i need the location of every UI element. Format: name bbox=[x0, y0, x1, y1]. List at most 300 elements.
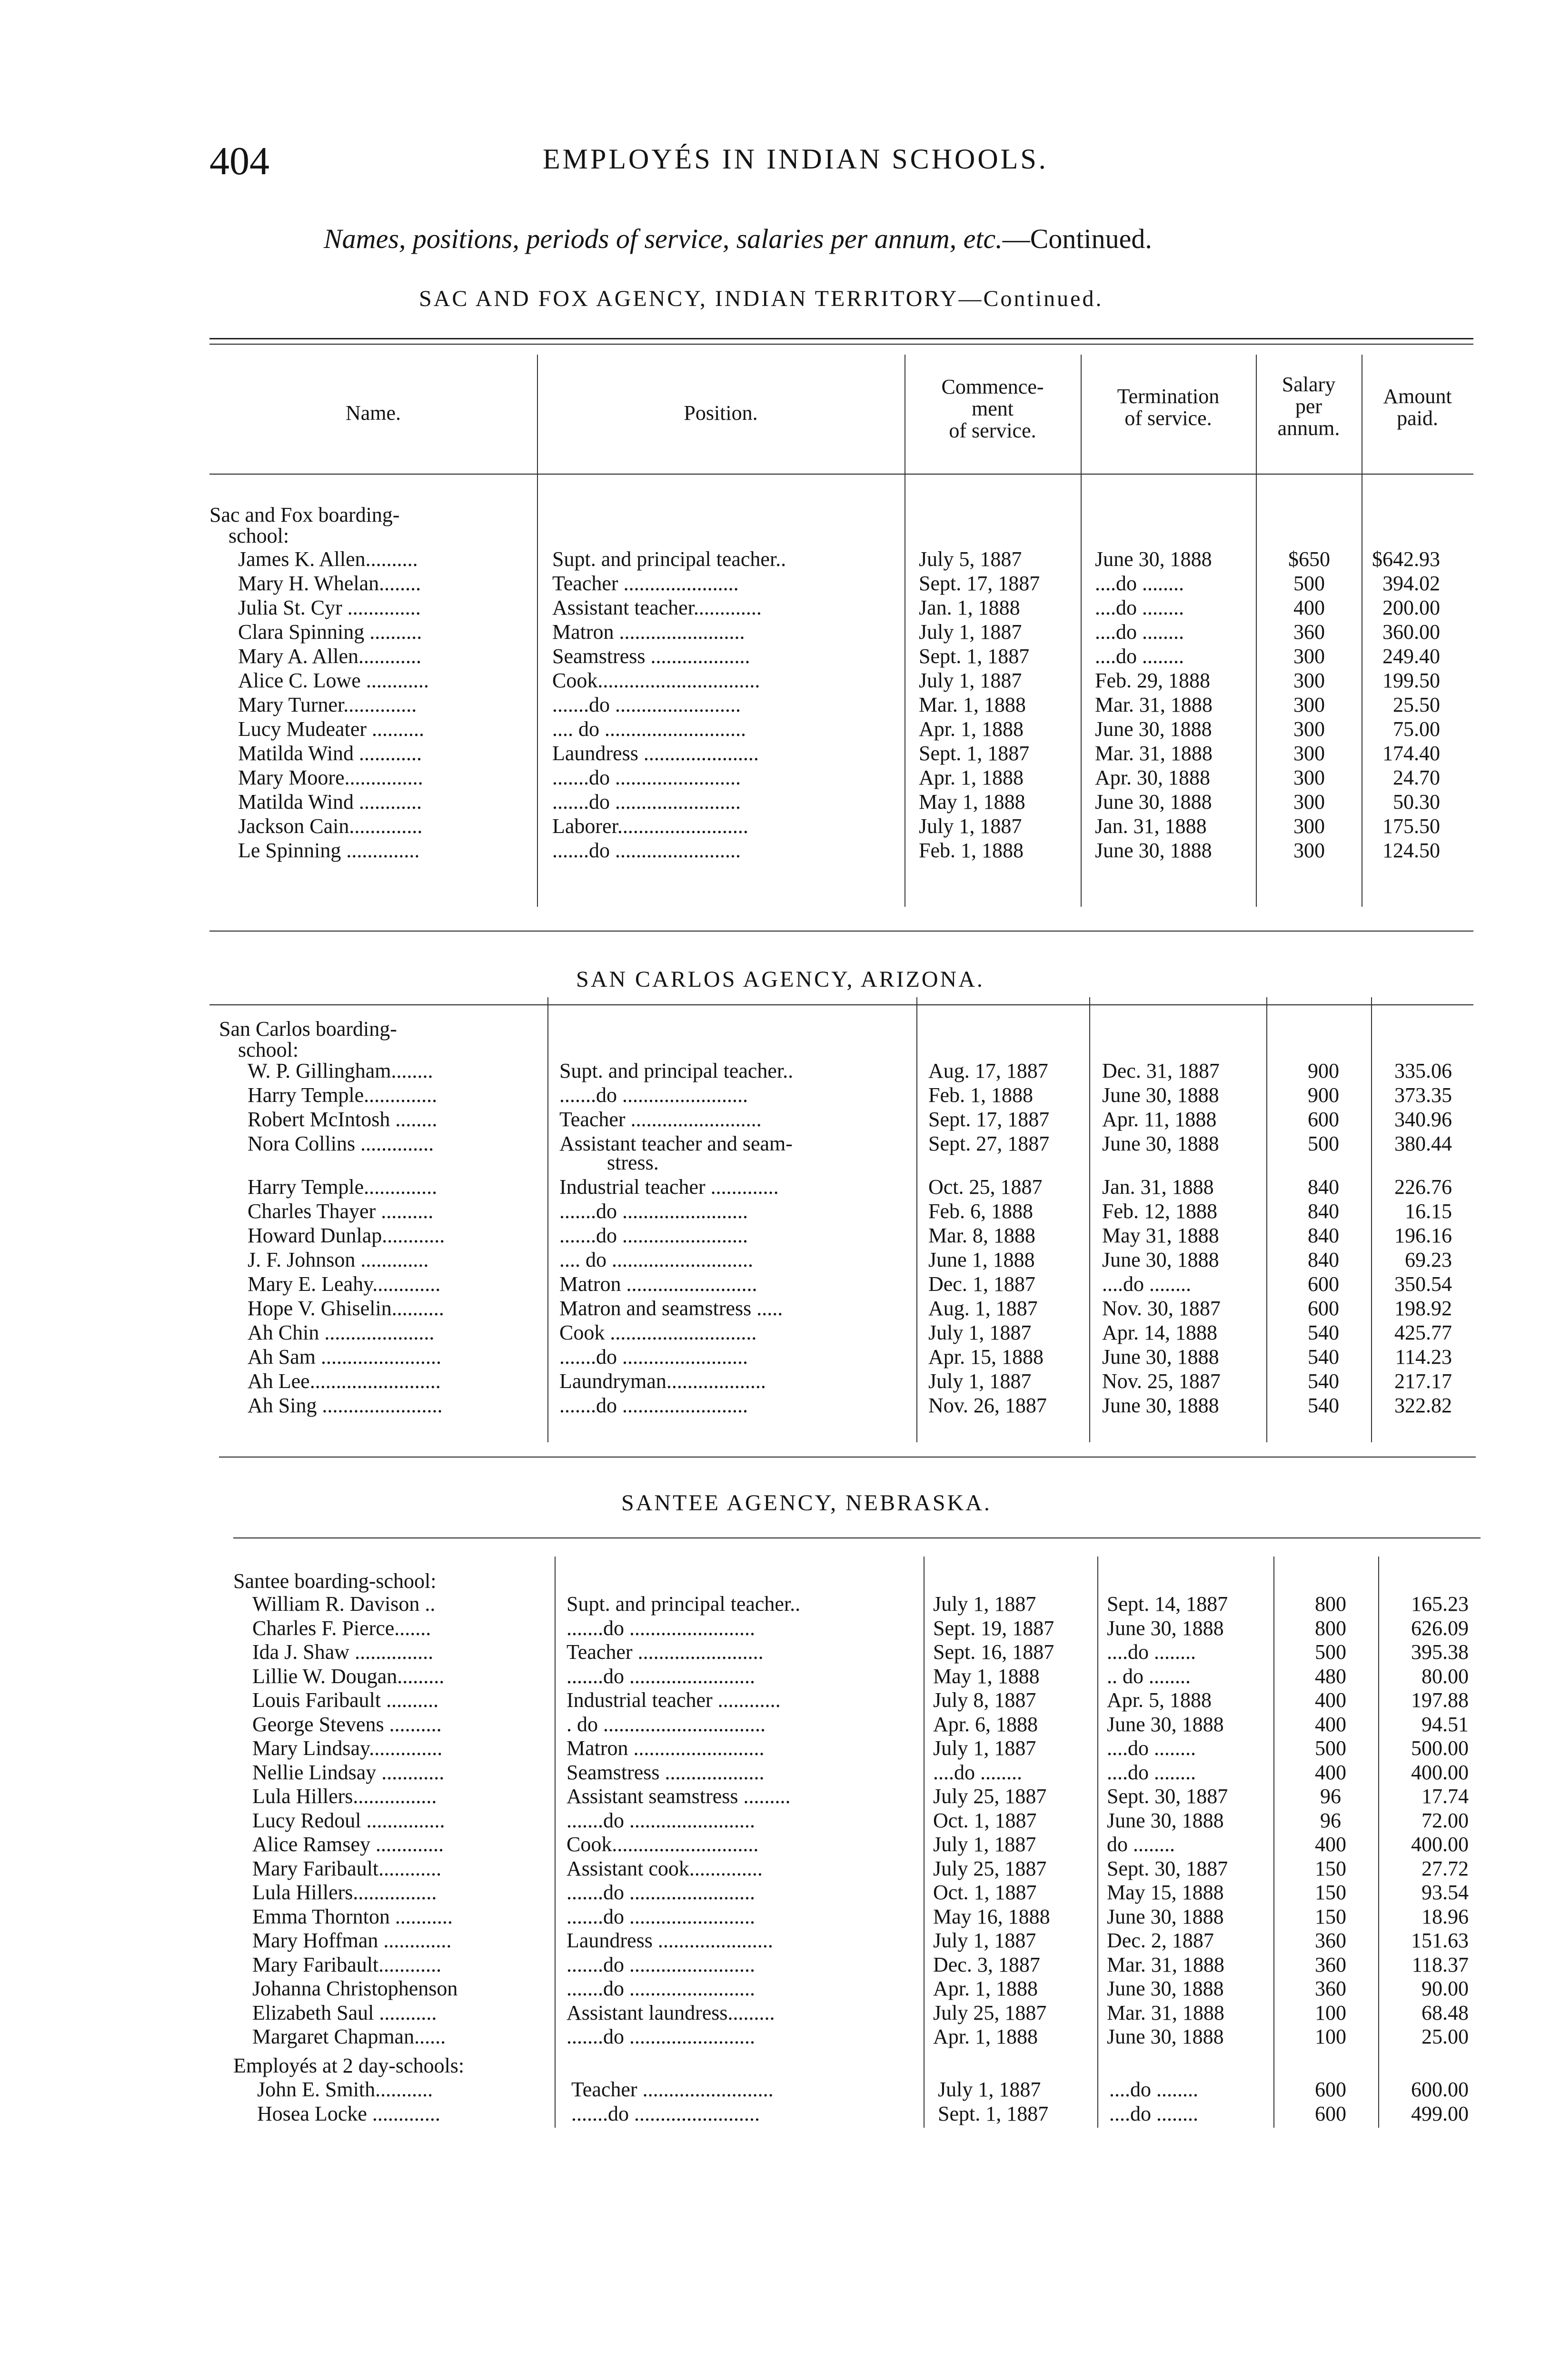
commencement-cell: May 16, 1888 bbox=[933, 1904, 1050, 1928]
position-cell: Matron and seamstress ..... bbox=[559, 1297, 783, 1320]
position-cell: Cook............................ bbox=[567, 1833, 759, 1856]
commencement-cell: Sept. 16, 1887 bbox=[933, 1640, 1054, 1664]
commencement-cell: Oct. 1, 1887 bbox=[933, 1881, 1037, 1904]
amount-cell: 27.72 bbox=[1422, 1856, 1469, 1880]
agency-heading-sac-fox: SAC AND FOX AGENCY, INDIAN TERRITORY—Continued. bbox=[419, 286, 1104, 311]
position-cell: .......do ........................ bbox=[552, 693, 741, 716]
commencement-cell: July 25, 1887 bbox=[933, 1856, 1047, 1880]
amount-cell: 500.00 bbox=[1411, 1736, 1469, 1760]
salary-cell: 600 bbox=[1315, 2102, 1346, 2125]
employee-name: Jackson Cain.............. bbox=[238, 814, 423, 838]
position-cell: Matron ........................ bbox=[552, 620, 745, 644]
section-rule bbox=[219, 1457, 1476, 1458]
termination-cell: Jan. 31, 1888 bbox=[1102, 1175, 1214, 1199]
employee-name: Mary Moore............... bbox=[238, 766, 423, 789]
termination-cell: Nov. 30, 1887 bbox=[1102, 1297, 1221, 1320]
position-cell: Teacher ......................... bbox=[559, 1108, 762, 1131]
table-row bbox=[0, 1736, 1541, 1760]
amount-cell: 340.96 bbox=[1394, 1108, 1452, 1131]
group-label-line: school: bbox=[238, 1038, 299, 1061]
commencement-cell: Feb. 1, 1888 bbox=[928, 1083, 1033, 1107]
amount-cell: $642.93 bbox=[1372, 547, 1440, 571]
termination-cell: Jan. 31, 1888 bbox=[1095, 814, 1207, 838]
amount-cell: 50.30 bbox=[1393, 790, 1440, 813]
amount-cell: 151.63 bbox=[1411, 1929, 1469, 1952]
position-cell: Supt. and principal teacher.. bbox=[559, 1059, 794, 1082]
salary-cell: 300 bbox=[1293, 669, 1325, 692]
termination-cell: June 30, 1888 bbox=[1102, 1132, 1219, 1155]
amount-cell: 118.37 bbox=[1412, 1953, 1469, 1976]
table-top-rule bbox=[209, 338, 1473, 339]
position-cell: Laborer......................... bbox=[552, 814, 748, 838]
position-cell: . do ............................... bbox=[567, 1712, 766, 1736]
amount-cell: 360.00 bbox=[1382, 620, 1440, 644]
table-row bbox=[0, 1905, 1541, 1929]
table-row bbox=[0, 2025, 1541, 2049]
position-cell: .......do ........................ bbox=[552, 839, 741, 862]
termination-cell: Mar. 31, 1888 bbox=[1095, 693, 1213, 716]
table-row bbox=[0, 2001, 1541, 2025]
salary-cell: 300 bbox=[1293, 839, 1325, 862]
table-row bbox=[0, 1640, 1541, 1664]
amount-cell: 16.15 bbox=[1405, 1200, 1452, 1223]
salary-cell: 360 bbox=[1315, 1929, 1346, 1952]
amount-cell: 425.77 bbox=[1394, 1321, 1452, 1344]
position-cell: .......do ........................ bbox=[559, 1224, 748, 1247]
header-termination bbox=[1081, 386, 1256, 429]
amount-cell: 200.00 bbox=[1382, 596, 1440, 619]
salary-cell: 840 bbox=[1308, 1200, 1339, 1223]
table-row bbox=[0, 1977, 1541, 2001]
commencement-cell: Dec. 1, 1887 bbox=[928, 1272, 1035, 1296]
salary-cell: 600 bbox=[1308, 1297, 1339, 1320]
commencement-cell: July 1, 1887 bbox=[919, 620, 1022, 644]
table-row bbox=[0, 1616, 1541, 1640]
employee-name: Mary Turner.............. bbox=[238, 693, 417, 716]
position-cell: .......do ........................ bbox=[567, 1953, 755, 1976]
amount-cell: 226.76 bbox=[1394, 1175, 1452, 1199]
amount-cell: 198.92 bbox=[1394, 1297, 1452, 1320]
position-cell: .......do ........................ bbox=[552, 766, 741, 789]
employee-name: Lula Hillers................ bbox=[252, 1785, 437, 1808]
salary-cell: 100 bbox=[1315, 2001, 1346, 2024]
table-row bbox=[0, 596, 1541, 620]
agency-heading-santee: SANTEE AGENCY, NEBRASKA. bbox=[621, 1490, 992, 1516]
termination-cell: Sept. 14, 1887 bbox=[1107, 1592, 1228, 1616]
subgroup-label-line: Employés at 2 day-schools: bbox=[233, 2054, 465, 2077]
salary-cell: 400 bbox=[1315, 1688, 1346, 1712]
page-number: 404 bbox=[209, 139, 269, 183]
table-row bbox=[0, 1321, 1541, 1345]
position-cell: Assistant laundress......... bbox=[567, 2001, 775, 2024]
position-cell: Supt. and principal teacher.. bbox=[567, 1592, 801, 1616]
table-row bbox=[0, 693, 1541, 717]
table-row bbox=[0, 645, 1541, 668]
amount-cell: 90.00 bbox=[1422, 1977, 1469, 2000]
table-top-rule-inner bbox=[209, 344, 1473, 345]
salary-cell: 300 bbox=[1293, 790, 1325, 813]
amount-cell: 18.96 bbox=[1422, 1904, 1469, 1928]
salary-cell: 900 bbox=[1308, 1059, 1339, 1082]
termination-cell: Sept. 30, 1887 bbox=[1107, 1856, 1228, 1880]
table-row bbox=[0, 1881, 1541, 1904]
table-row bbox=[0, 2078, 1541, 2102]
position-cell: Assistant cook.............. bbox=[567, 1856, 763, 1880]
salary-cell: 480 bbox=[1315, 1664, 1346, 1688]
termination-cell: ....do ........ bbox=[1107, 1760, 1196, 1784]
position-cell: Industrial teacher ............ bbox=[567, 1688, 781, 1712]
table-row bbox=[0, 1665, 1541, 1688]
termination-cell: June 30, 1888 bbox=[1095, 790, 1212, 813]
table-row bbox=[0, 572, 1541, 595]
termination-cell: Apr. 14, 1888 bbox=[1102, 1321, 1217, 1344]
commencement-cell: ....do ........ bbox=[933, 1760, 1022, 1784]
employee-name: Emma Thornton ........... bbox=[252, 1904, 453, 1928]
section-rule bbox=[209, 931, 1473, 932]
amount-cell: 114.23 bbox=[1395, 1345, 1452, 1368]
amount-cell: 400.00 bbox=[1411, 1833, 1469, 1856]
table-row bbox=[0, 1688, 1541, 1712]
termination-cell: June 30, 1888 bbox=[1107, 1977, 1224, 2000]
table-row bbox=[0, 766, 1541, 790]
salary-cell: 540 bbox=[1308, 1369, 1339, 1393]
termination-cell: June 30, 1888 bbox=[1102, 1083, 1219, 1107]
salary-cell: 500 bbox=[1293, 572, 1325, 595]
employee-name: Ah Lee......................... bbox=[248, 1369, 441, 1393]
salary-cell: 500 bbox=[1315, 1640, 1346, 1664]
table-row bbox=[0, 1713, 1541, 1736]
termination-cell: May 31, 1888 bbox=[1102, 1224, 1219, 1247]
salary-cell: 400 bbox=[1293, 596, 1325, 619]
position-cell: Cook ............................ bbox=[559, 1321, 757, 1344]
amount-cell: 25.50 bbox=[1393, 693, 1440, 716]
employee-name: Mary Lindsay.............. bbox=[252, 1736, 443, 1760]
salary-cell: 300 bbox=[1293, 742, 1325, 765]
employee-name: Nellie Lindsay ............ bbox=[252, 1760, 445, 1784]
table-row bbox=[0, 1272, 1541, 1296]
position-cell: Seamstress ................... bbox=[567, 1760, 765, 1784]
employee-name: Louis Faribault .......... bbox=[252, 1688, 439, 1712]
amount-cell: 174.40 bbox=[1382, 742, 1440, 765]
employee-name: Robert McIntosh ........ bbox=[248, 1108, 437, 1131]
employee-name: Nora Collins .............. bbox=[248, 1132, 434, 1155]
salary-cell: 800 bbox=[1315, 1616, 1346, 1640]
commencement-cell: Sept. 17, 1887 bbox=[919, 572, 1040, 595]
header-salary-line: per bbox=[1295, 395, 1322, 418]
position-cell: .... do ........................... bbox=[552, 717, 746, 741]
salary-cell: 300 bbox=[1293, 766, 1325, 789]
termination-cell: June 30, 1888 bbox=[1095, 547, 1212, 571]
table-row bbox=[0, 669, 1541, 693]
employee-name: Elizabeth Saul ........... bbox=[252, 2001, 437, 2024]
employee-name: Hosea Locke ............. bbox=[257, 2102, 440, 2125]
amount-cell: 124.50 bbox=[1382, 839, 1440, 862]
amount-cell: 69.23 bbox=[1405, 1248, 1452, 1271]
commencement-cell: Sept. 27, 1887 bbox=[928, 1132, 1050, 1155]
commencement-cell: July 1, 1887 bbox=[919, 669, 1022, 692]
salary-cell: 840 bbox=[1308, 1248, 1339, 1271]
table-row bbox=[0, 1929, 1541, 1953]
table-row bbox=[0, 1785, 1541, 1808]
amount-cell: 380.44 bbox=[1394, 1132, 1452, 1155]
amount-cell: 93.54 bbox=[1422, 1881, 1469, 1904]
amount-cell: 395.38 bbox=[1411, 1640, 1469, 1664]
termination-cell: ....do ........ bbox=[1109, 2102, 1198, 2125]
salary-cell: 600 bbox=[1308, 1272, 1339, 1296]
amount-cell: 72.00 bbox=[1422, 1808, 1469, 1832]
termination-cell: Nov. 25, 1887 bbox=[1102, 1369, 1221, 1393]
salary-cell: 840 bbox=[1308, 1224, 1339, 1247]
subgroup-label-day-schools bbox=[233, 2055, 464, 2076]
group-label-line: San Carlos boarding- bbox=[219, 1017, 397, 1041]
employee-name: Harry Temple.............. bbox=[248, 1175, 437, 1199]
table-row bbox=[0, 1132, 1541, 1174]
commencement-cell: Sept. 1, 1887 bbox=[919, 645, 1030, 668]
table-row bbox=[0, 742, 1541, 765]
salary-cell: 96 bbox=[1320, 1808, 1341, 1832]
position-cell: Assistant teacher............. bbox=[552, 596, 762, 619]
amount-cell: 17.74 bbox=[1422, 1785, 1469, 1808]
amount-cell: 600.00 bbox=[1411, 2078, 1469, 2101]
salary-cell: 600 bbox=[1308, 1108, 1339, 1131]
employee-name: W. P. Gillingham........ bbox=[248, 1059, 433, 1082]
salary-cell: 150 bbox=[1315, 1856, 1346, 1880]
commencement-cell: June 1, 1888 bbox=[928, 1248, 1035, 1271]
termination-cell: Mar. 31, 1888 bbox=[1095, 742, 1213, 765]
position-cell: .......do ........................ bbox=[567, 1664, 755, 1688]
position-cell-continued: stress. bbox=[607, 1151, 659, 1174]
salary-cell: 540 bbox=[1308, 1345, 1339, 1368]
table-row bbox=[0, 1592, 1541, 1616]
commencement-cell: July 25, 1887 bbox=[933, 2001, 1047, 2024]
position-cell: .......do ........................ bbox=[567, 1977, 755, 2000]
termination-cell: ....do ........ bbox=[1102, 1272, 1191, 1296]
termination-cell: ....do ........ bbox=[1109, 2078, 1198, 2101]
termination-cell: June 30, 1888 bbox=[1107, 1712, 1224, 1736]
group-label-sac-fox bbox=[209, 505, 400, 546]
termination-cell: May 15, 1888 bbox=[1107, 1881, 1224, 1904]
position-cell: Assistant teacher and seam- bbox=[559, 1132, 793, 1155]
commencement-cell: Nov. 26, 1887 bbox=[928, 1394, 1047, 1417]
header-name: Name. bbox=[345, 401, 401, 425]
employee-name: Mary H. Whelan........ bbox=[238, 572, 421, 595]
commencement-cell: Apr. 1, 1888 bbox=[933, 1977, 1038, 2000]
commencement-cell: July 1, 1887 bbox=[919, 814, 1022, 838]
position-cell: .......do ........................ bbox=[571, 2102, 760, 2125]
salary-cell: 360 bbox=[1293, 620, 1325, 644]
header-commencement-line: Commence- bbox=[941, 375, 1044, 398]
amount-cell: 75.00 bbox=[1393, 717, 1440, 741]
table-row bbox=[0, 1248, 1541, 1272]
table-row bbox=[0, 1083, 1541, 1107]
termination-cell: ....do ........ bbox=[1107, 1736, 1196, 1760]
employee-name: Ida J. Shaw ............... bbox=[252, 1640, 434, 1664]
amount-cell: 373.35 bbox=[1394, 1083, 1452, 1107]
table-row bbox=[0, 839, 1541, 863]
position-cell: Teacher ......................... bbox=[571, 2078, 774, 2101]
salary-cell: 800 bbox=[1315, 1592, 1346, 1616]
termination-cell: Dec. 2, 1887 bbox=[1107, 1929, 1214, 1952]
commencement-cell: Dec. 3, 1887 bbox=[933, 1953, 1040, 1976]
commencement-cell: July 5, 1887 bbox=[919, 547, 1022, 571]
commencement-cell: July 1, 1887 bbox=[928, 1369, 1032, 1393]
termination-cell: Sept. 30, 1887 bbox=[1107, 1785, 1228, 1808]
table-row bbox=[0, 620, 1541, 644]
amount-cell: 175.50 bbox=[1382, 814, 1440, 838]
table-row bbox=[0, 1394, 1541, 1418]
employee-name: Margaret Chapman...... bbox=[252, 2025, 446, 2048]
position-cell: .......do ........................ bbox=[567, 2025, 755, 2048]
amount-cell: 249.40 bbox=[1382, 645, 1440, 668]
commencement-cell: July 1, 1887 bbox=[933, 1736, 1036, 1760]
commencement-cell: Feb. 6, 1888 bbox=[928, 1200, 1033, 1223]
salary-cell: 600 bbox=[1315, 2078, 1346, 2101]
employee-name: Charles F. Pierce....... bbox=[252, 1616, 431, 1640]
position-cell: .......do ........................ bbox=[559, 1083, 748, 1107]
termination-cell: June 30, 1888 bbox=[1095, 839, 1212, 862]
commencement-cell: Sept. 19, 1887 bbox=[933, 1616, 1054, 1640]
header-bottom-rule bbox=[209, 474, 1473, 475]
employee-name: James K. Allen.......... bbox=[238, 547, 418, 571]
employee-name: Matilda Wind ............ bbox=[238, 742, 422, 765]
position-cell: .......do ........................ bbox=[567, 1881, 755, 1904]
commencement-cell: Oct. 1, 1887 bbox=[933, 1808, 1037, 1832]
termination-cell: June 30, 1888 bbox=[1102, 1345, 1219, 1368]
position-cell: Laundress ...................... bbox=[567, 1929, 773, 1952]
employee-name: Mary Hoffman ............. bbox=[252, 1929, 452, 1952]
amount-cell: 197.88 bbox=[1411, 1688, 1469, 1712]
amount-cell: 196.16 bbox=[1394, 1224, 1452, 1247]
termination-cell: ....do ........ bbox=[1107, 1640, 1196, 1664]
commencement-cell: Apr. 1, 1888 bbox=[933, 2025, 1038, 2048]
amount-cell: 400.00 bbox=[1411, 1760, 1469, 1784]
group-label-santee bbox=[233, 1571, 436, 1592]
amount-cell: 199.50 bbox=[1382, 669, 1440, 692]
amount-cell: 335.06 bbox=[1394, 1059, 1452, 1082]
employee-name: Lucy Redoul ............... bbox=[252, 1808, 445, 1832]
employee-name: Alice C. Lowe ............ bbox=[238, 669, 429, 692]
salary-cell: 540 bbox=[1308, 1394, 1339, 1417]
commencement-cell: July 1, 1887 bbox=[933, 1929, 1036, 1952]
salary-cell: 900 bbox=[1308, 1083, 1339, 1107]
termination-cell: Feb. 12, 1888 bbox=[1102, 1200, 1217, 1223]
commencement-cell: July 25, 1887 bbox=[933, 1785, 1047, 1808]
employee-name: Hope V. Ghiselin.......... bbox=[248, 1297, 444, 1320]
employee-name: Alice Ramsey ............. bbox=[252, 1833, 444, 1856]
termination-cell: ....do ........ bbox=[1095, 596, 1184, 619]
table-row bbox=[0, 1345, 1541, 1369]
salary-cell: 150 bbox=[1315, 1904, 1346, 1928]
table-row bbox=[0, 1857, 1541, 1881]
header-amount-line: Amount bbox=[1383, 385, 1452, 408]
group-label-line: Santee boarding-school: bbox=[233, 1569, 437, 1593]
commencement-cell: July 1, 1887 bbox=[933, 1592, 1036, 1616]
termination-cell: Apr. 5, 1888 bbox=[1107, 1688, 1212, 1712]
salary-cell: 96 bbox=[1320, 1785, 1341, 1808]
table-row bbox=[0, 1175, 1541, 1199]
termination-cell: ....do ........ bbox=[1095, 572, 1184, 595]
amount-cell: 322.82 bbox=[1394, 1394, 1452, 1417]
position-cell: .......do ........................ bbox=[567, 1616, 755, 1640]
section-rule bbox=[209, 1004, 1473, 1005]
termination-cell: June 30, 1888 bbox=[1102, 1248, 1219, 1271]
header-termination-line: Termination bbox=[1117, 385, 1220, 408]
employee-name: Ah Sam ....................... bbox=[248, 1345, 441, 1368]
salary-cell: 300 bbox=[1293, 645, 1325, 668]
subtitle-italic: Names, positions, periods of service, salaries per annum, etc. bbox=[324, 223, 1003, 254]
employee-name: John E. Smith........... bbox=[257, 2078, 433, 2101]
commencement-cell: Sept. 1, 1887 bbox=[919, 742, 1030, 765]
position-cell: Matron ......................... bbox=[567, 1736, 765, 1760]
running-head: EMPLOYÉS IN INDIAN SCHOOLS. bbox=[543, 143, 1048, 175]
commencement-cell: May 1, 1888 bbox=[919, 790, 1025, 813]
position-cell: .......do ........................ bbox=[552, 790, 741, 813]
commencement-cell: Aug. 1, 1887 bbox=[928, 1297, 1038, 1320]
salary-cell: 840 bbox=[1308, 1175, 1339, 1199]
group-label-san-carlos bbox=[219, 1019, 397, 1061]
employee-name: Lula Hillers................ bbox=[252, 1881, 437, 1904]
position-cell: Supt. and principal teacher.. bbox=[552, 547, 786, 571]
amount-cell: 24.70 bbox=[1393, 766, 1440, 789]
salary-cell: 360 bbox=[1315, 1953, 1346, 1976]
table-row bbox=[0, 1953, 1541, 1977]
termination-cell: Dec. 31, 1887 bbox=[1102, 1059, 1220, 1082]
employee-name: Julia St. Cyr .............. bbox=[238, 596, 421, 619]
salary-cell: 400 bbox=[1315, 1760, 1346, 1784]
employee-name: Ah Sing ....................... bbox=[248, 1394, 443, 1417]
commencement-cell: Aug. 17, 1887 bbox=[928, 1059, 1048, 1082]
position-cell: Industrial teacher ............. bbox=[559, 1175, 779, 1199]
table-row bbox=[0, 717, 1541, 741]
table-row bbox=[0, 814, 1541, 838]
employee-name: Mary A. Allen............ bbox=[238, 645, 421, 668]
table-row bbox=[0, 1108, 1541, 1131]
termination-cell: June 30, 1888 bbox=[1107, 1904, 1224, 1928]
salary-cell: 360 bbox=[1315, 1977, 1346, 2000]
amount-cell: 80.00 bbox=[1422, 1664, 1469, 1688]
position-cell: .......do ........................ bbox=[559, 1394, 748, 1417]
amount-cell: 165.23 bbox=[1411, 1592, 1469, 1616]
employee-name: J. F. Johnson ............. bbox=[248, 1248, 429, 1271]
termination-cell: June 30, 1888 bbox=[1095, 717, 1212, 741]
header-commencement bbox=[905, 376, 1081, 442]
termination-cell: Feb. 29, 1888 bbox=[1095, 669, 1210, 692]
commencement-cell: Apr. 15, 1888 bbox=[928, 1345, 1044, 1368]
employee-name: Howard Dunlap............ bbox=[248, 1224, 445, 1247]
termination-cell: June 30, 1888 bbox=[1107, 1616, 1224, 1640]
termination-cell: June 30, 1888 bbox=[1107, 1808, 1224, 1832]
position-cell: Teacher ...................... bbox=[552, 572, 739, 595]
commencement-cell: Apr. 1, 1888 bbox=[919, 717, 1024, 741]
commencement-cell: Mar. 1, 1888 bbox=[919, 693, 1026, 716]
commencement-cell: July 1, 1887 bbox=[928, 1321, 1032, 1344]
salary-cell: 300 bbox=[1293, 717, 1325, 741]
amount-cell: 217.17 bbox=[1394, 1369, 1452, 1393]
header-amount-line: paid. bbox=[1397, 407, 1438, 430]
commencement-cell: Mar. 8, 1888 bbox=[928, 1224, 1035, 1247]
employee-name: William R. Davison .. bbox=[252, 1592, 436, 1616]
position-cell: .... do ........................... bbox=[559, 1248, 753, 1271]
position-cell: Assistant seamstress ......... bbox=[567, 1785, 791, 1808]
employee-name: Charles Thayer .......... bbox=[248, 1200, 434, 1223]
header-position: Position. bbox=[684, 401, 758, 425]
termination-cell: ....do ........ bbox=[1095, 645, 1184, 668]
header-salary-line: Salary bbox=[1282, 373, 1336, 396]
table-subtitle bbox=[324, 223, 1152, 255]
commencement-cell: Feb. 1, 1888 bbox=[919, 839, 1024, 862]
commencement-cell: July 8, 1887 bbox=[933, 1688, 1036, 1712]
termination-cell: June 30, 1888 bbox=[1102, 1394, 1219, 1417]
